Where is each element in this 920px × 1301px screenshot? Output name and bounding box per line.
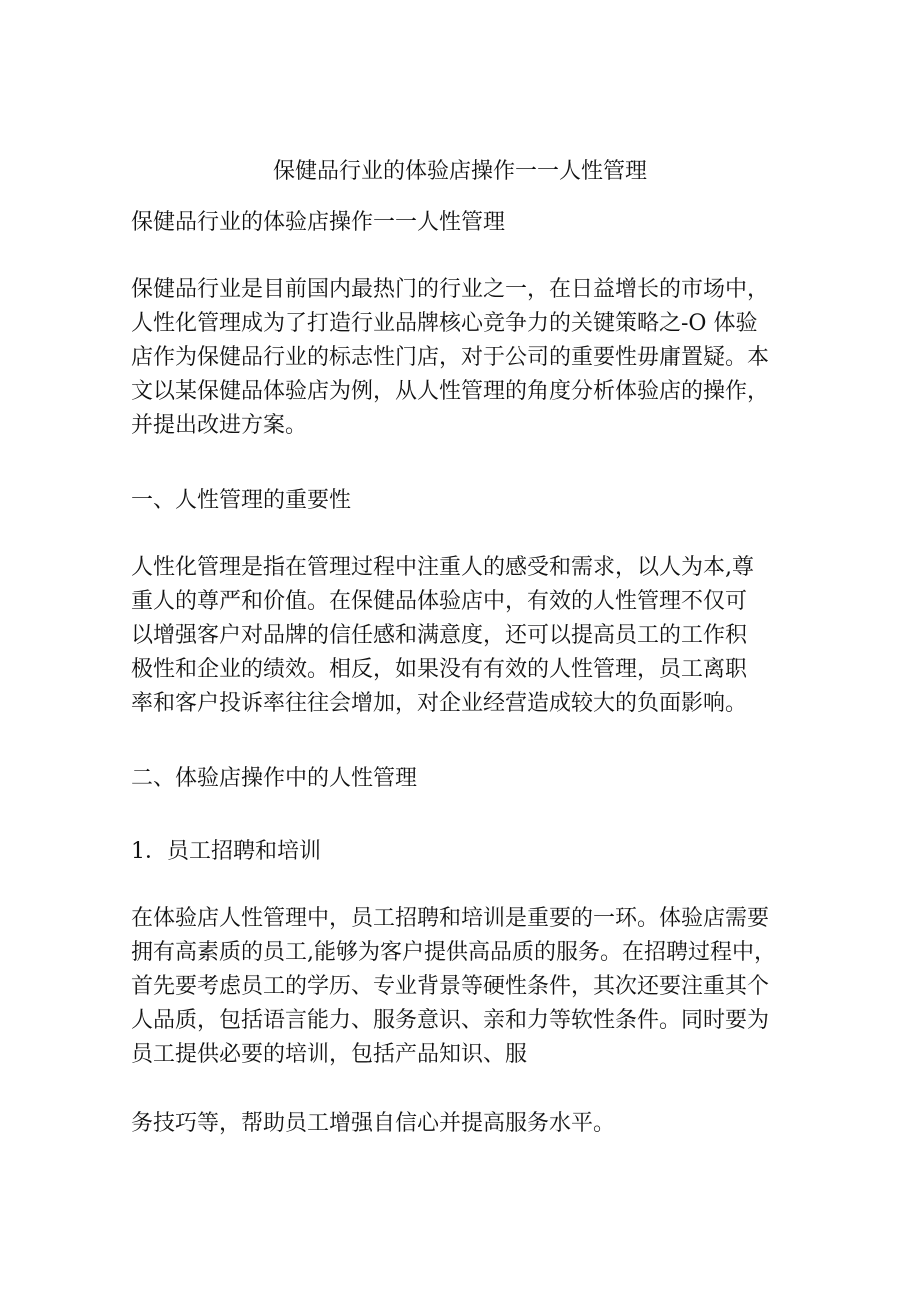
paragraph-line: 在体验店人性管理中，员工招聘和培训是重要的一环。体验店需要 xyxy=(131,906,770,931)
paragraph-line: 人性化管理成为了打造行业品牌核心竞争力的关键策略之-O 体验 xyxy=(131,311,758,336)
paragraph-line: 员工提供必要的培训，包括产品知识、服 xyxy=(131,1042,528,1067)
paragraph-line: 并提出改进方案。 xyxy=(131,413,308,438)
paragraph-line: 重人的尊严和价值。在保健品体验店中，有效的人性管理不仅可 xyxy=(131,589,748,614)
paragraph-line: 极性和企业的绩效。相反，如果没有有效的人性管理，员工离职 xyxy=(131,657,748,682)
section-heading: 一、人性管理的重要性 xyxy=(131,488,352,513)
subsection1-paragraph xyxy=(131,902,811,1072)
document-title: 保健品行业的体验店操作一一人性管理 xyxy=(272,159,647,184)
paragraph-line: 人性化管理是指在管理过程中注重人的感受和需求，以人为本,尊 xyxy=(131,555,754,580)
paragraph-line: 以增强客户对品牌的信任感和满意度，还可以提高员工的工作积 xyxy=(131,623,748,648)
section1-paragraph xyxy=(131,551,811,721)
document-subtitle: 保健品行业的体验店操作一一人性管理 xyxy=(131,210,506,235)
subsection-heading: 1．员工招聘和培训 xyxy=(131,839,321,864)
paragraph-line: 人品质，包括语言能力、服务意识、亲和力等软性条件。同时要为 xyxy=(131,1008,770,1033)
section-heading: 二、体验店操作中的人性管理 xyxy=(131,766,418,791)
paragraph-line: 拥有高素质的员工,能够为客户提供高品质的服务。在招聘过程中， xyxy=(131,940,776,965)
subsection1-continued: 务技巧等，帮助员工增强自信心并提高服务水平。 xyxy=(131,1111,616,1136)
paragraph-line: 率和客户投诉率往往会增加，对企业经营造成较大的负面影响。 xyxy=(131,691,748,716)
paragraph-line: 文以某保健品体验店为例，从人性管理的角度分析体验店的操作， xyxy=(131,379,770,404)
paragraph-line: 首先要考虑员工的学历、专业背景等硬性条件，其次还要注重其个 xyxy=(131,974,770,999)
paragraph-line: 店作为保健品行业的标志性门店，对于公司的重要性毋庸置疑。本 xyxy=(131,345,770,370)
paragraph-line: 保健品行业是目前国内最热门的行业之一，在日益增长的市场中， xyxy=(131,277,770,302)
intro-paragraph xyxy=(131,273,811,443)
